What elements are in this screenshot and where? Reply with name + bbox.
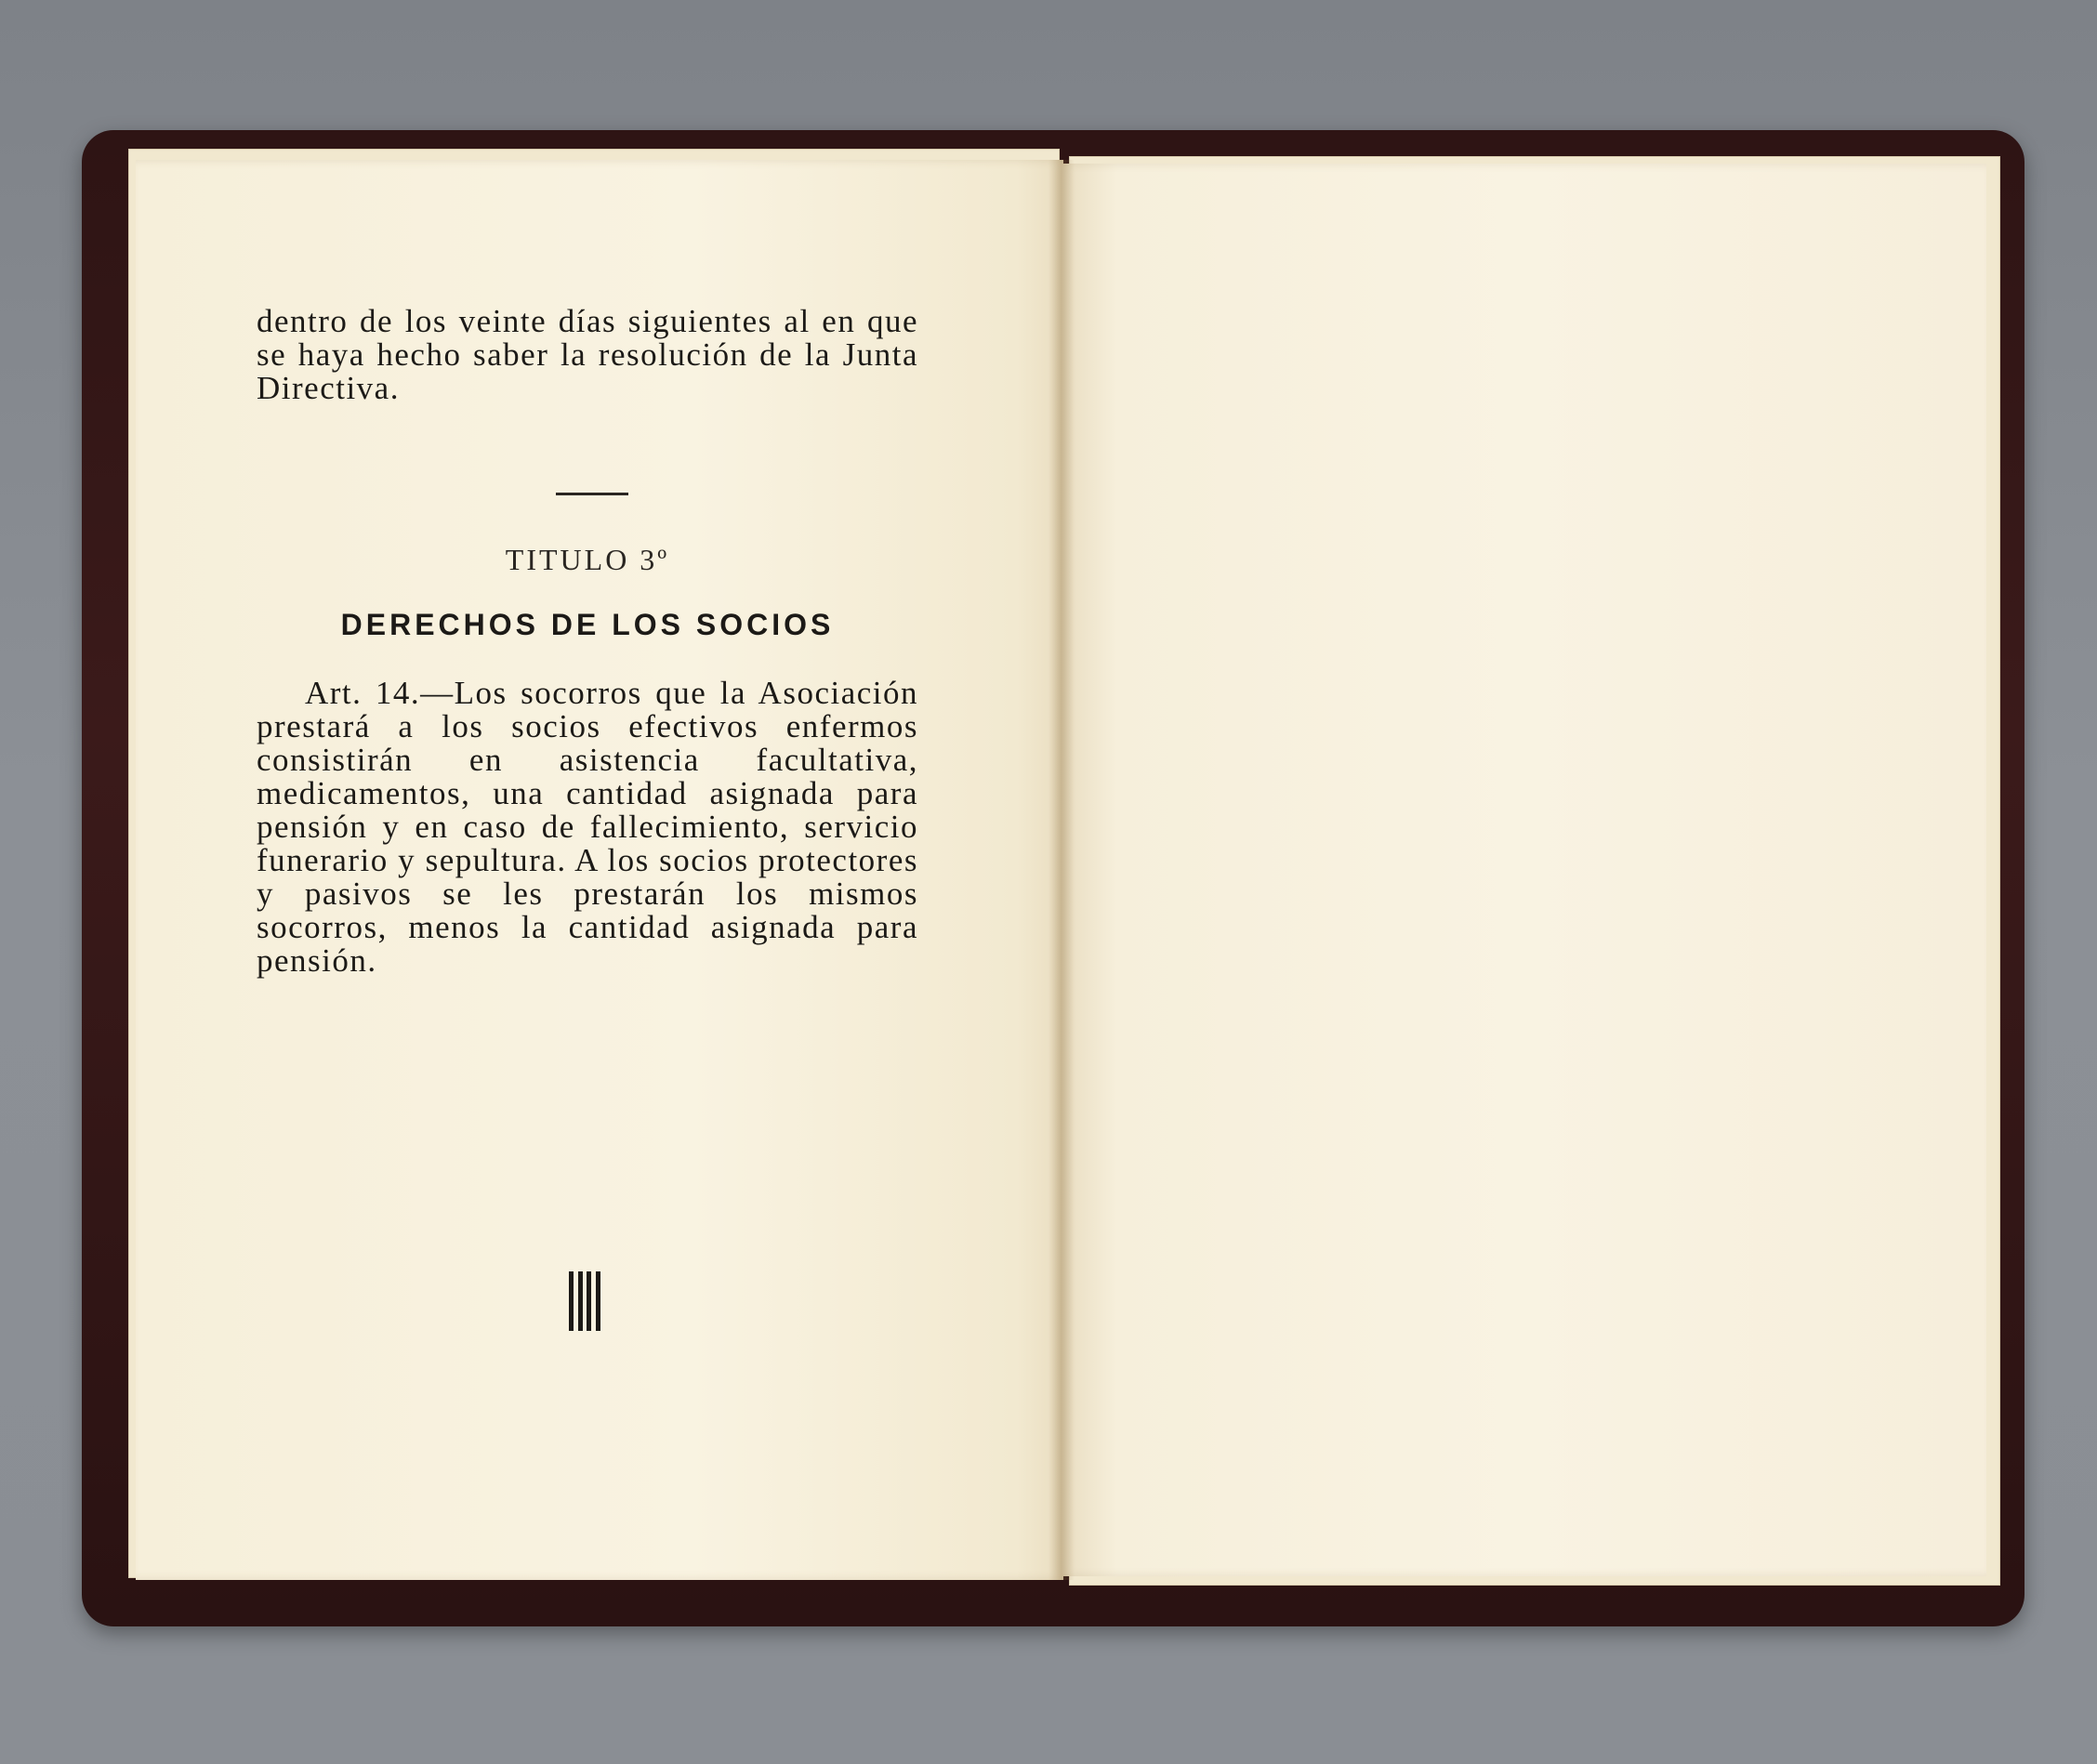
book-gutter (1048, 160, 1075, 1580)
section-divider (556, 493, 628, 495)
section-heading: DERECHOS DE LOS SOCIOS (340, 608, 835, 641)
title-number: TITULO 3º (505, 543, 670, 576)
right-page (1062, 164, 1986, 1576)
printer-mark-icon (569, 1271, 600, 1331)
intro-paragraph: dentro de los veinte días siguientes al en que se haya hecho saber la resolución de la Junta Directiva. (257, 303, 918, 406)
article-paragraph: Art. 14.—Los socorros que la Asociación prestará a los socios efectivos enfermos consistirán en asistencia facultativa, medicamentos, una cantidad asignada para pensión y en caso de fallecimiento, servicio funerario y sepultura. A los socios protectores y pasivos se les prestarán los mismos socorros, menos la cantidad asignada para pensión. (257, 675, 918, 979)
